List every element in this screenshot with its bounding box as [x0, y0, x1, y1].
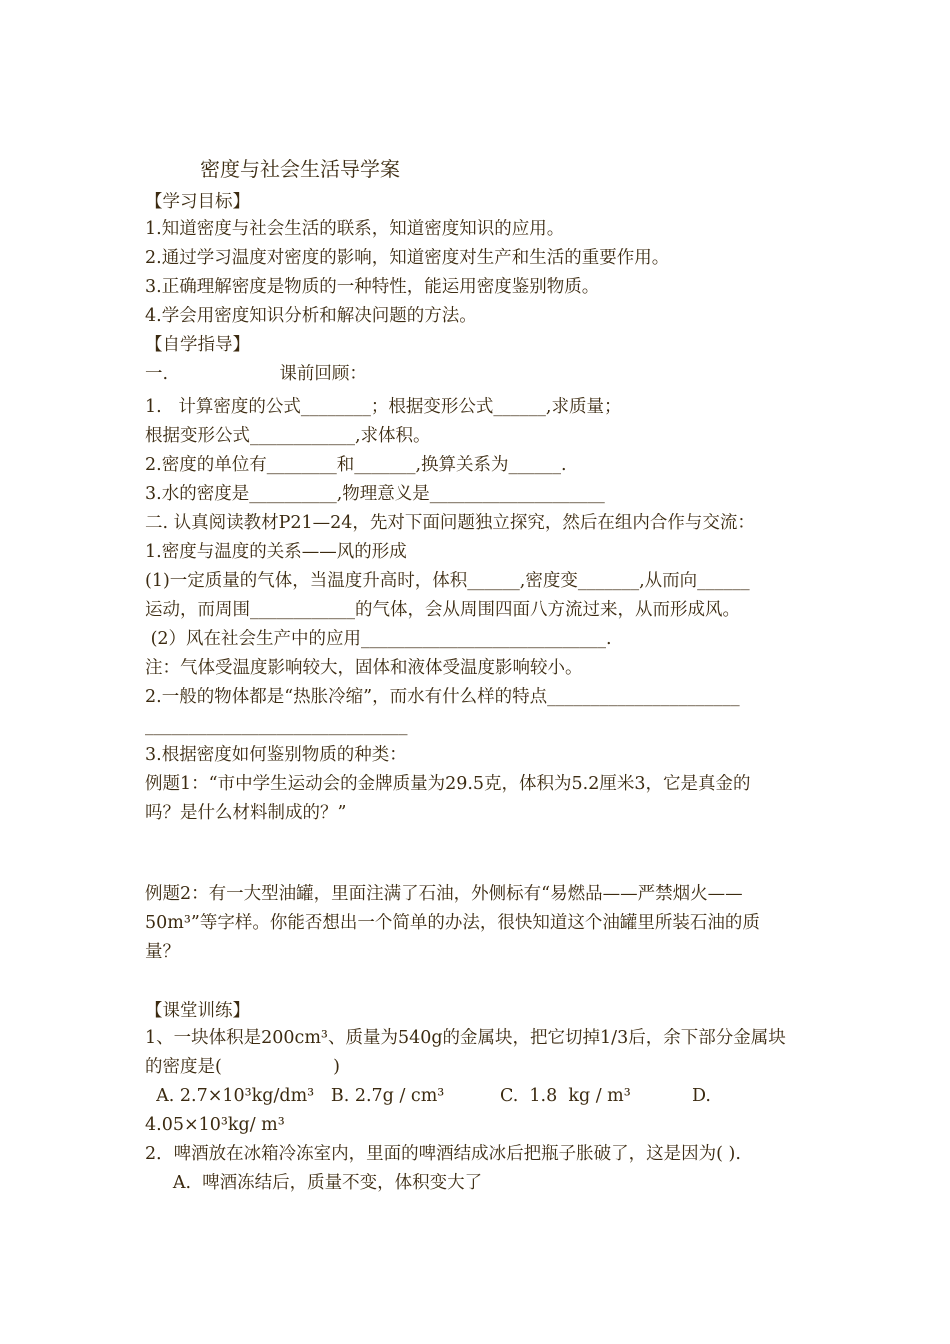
page-title: 密度与社会生活导学案: [200, 157, 400, 181]
practice-heading: 【课堂训练】: [145, 1001, 250, 1021]
objective-item: 3.正确理解密度是物质的一种特性，能运用密度鉴别物质。: [145, 277, 600, 297]
part2-line: (1)一定质量的气体，当温度升高时，体积______,密度变_______,从而向______: [145, 571, 750, 591]
objective-item: 1.知道密度与社会生活的联系，知道密度知识的应用。: [145, 219, 565, 239]
review-line: 根据变形公式____________,求体积。: [145, 426, 431, 446]
review-line: 3.水的密度是__________,物理意义是____________________: [145, 484, 605, 504]
practice-line: 的密度是( ): [145, 1057, 340, 1077]
example2-line: 50m³”等字样。你能否想出一个简单的办法，很快知道这个油罐里所装石油的质: [145, 913, 760, 933]
part2-line: 运动，而周围____________的气体，会从周围四面八方流过来，从而形成风。: [145, 600, 740, 620]
practice-line: 2．啤酒放在冰箱冷冻室内，里面的啤酒结成冰后把瓶子胀破了，这是因为( ).: [145, 1144, 741, 1164]
practice-line: 1、一块体积是200cm³、质量为540g的金属块，把它切掉1/3后，余下部分金属块: [145, 1028, 786, 1048]
part2-line: 1.密度与温度的关系——风的形成: [145, 542, 407, 562]
practice-option-a: A. 啤酒冻结后，质量不变，体积变大了: [145, 1173, 483, 1193]
part2-line: (2）风在社会生产中的应用____________________________.: [145, 629, 612, 649]
objective-item: 2.通过学习温度对密度的影响，知道密度对生产和生活的重要作用。: [145, 248, 670, 268]
review-line: 1. 计算密度的公式________；根据变形公式______,求质量；: [145, 397, 622, 417]
objective-item: 4.学会用密度知识分析和解决问题的方法。: [145, 306, 477, 326]
example2-line: 例题2：有一大型油罐，里面注满了石油，外侧标有“易燃品——严禁烟火——: [145, 884, 743, 904]
practice-options: 4.05×10³kg/ m³: [145, 1115, 285, 1135]
note-line: 注：气体受温度影响较大，固体和液体受温度影响较小。: [145, 658, 583, 678]
objectives-heading: 【学习目标】: [145, 192, 250, 212]
part2-line: 2.一般的物体都是“热胀冷缩”，而水有什么样的特点______________________: [145, 687, 740, 707]
example2-line: 量？: [145, 942, 180, 962]
part2-line: 3.根据密度如何鉴别物质的种类：: [145, 745, 407, 765]
example1-line: 例题1：“市中学生运动会的金牌质量为29.5克，体积为5.2厘米3，它是真金的: [145, 774, 751, 794]
review-heading: 一. 课前回顾：: [145, 364, 367, 384]
review-line: 2.密度的单位有________和_______,换算关系为______.: [145, 455, 567, 475]
practice-options: A. 2.7×10³kg/dm³ B. 2.7g / cm³ C. 1.8 kg / m³ D.: [145, 1086, 711, 1106]
part2-heading: 二. 认真阅读教材P21—24，先对下面问题独立探究，然后在组内合作与交流：: [145, 513, 755, 533]
example1-line: 吗？是什么材料制成的？”: [145, 803, 347, 823]
guide-heading: 【自学指导】: [145, 335, 250, 355]
answer-blank-line: ______________________________: [145, 716, 408, 736]
